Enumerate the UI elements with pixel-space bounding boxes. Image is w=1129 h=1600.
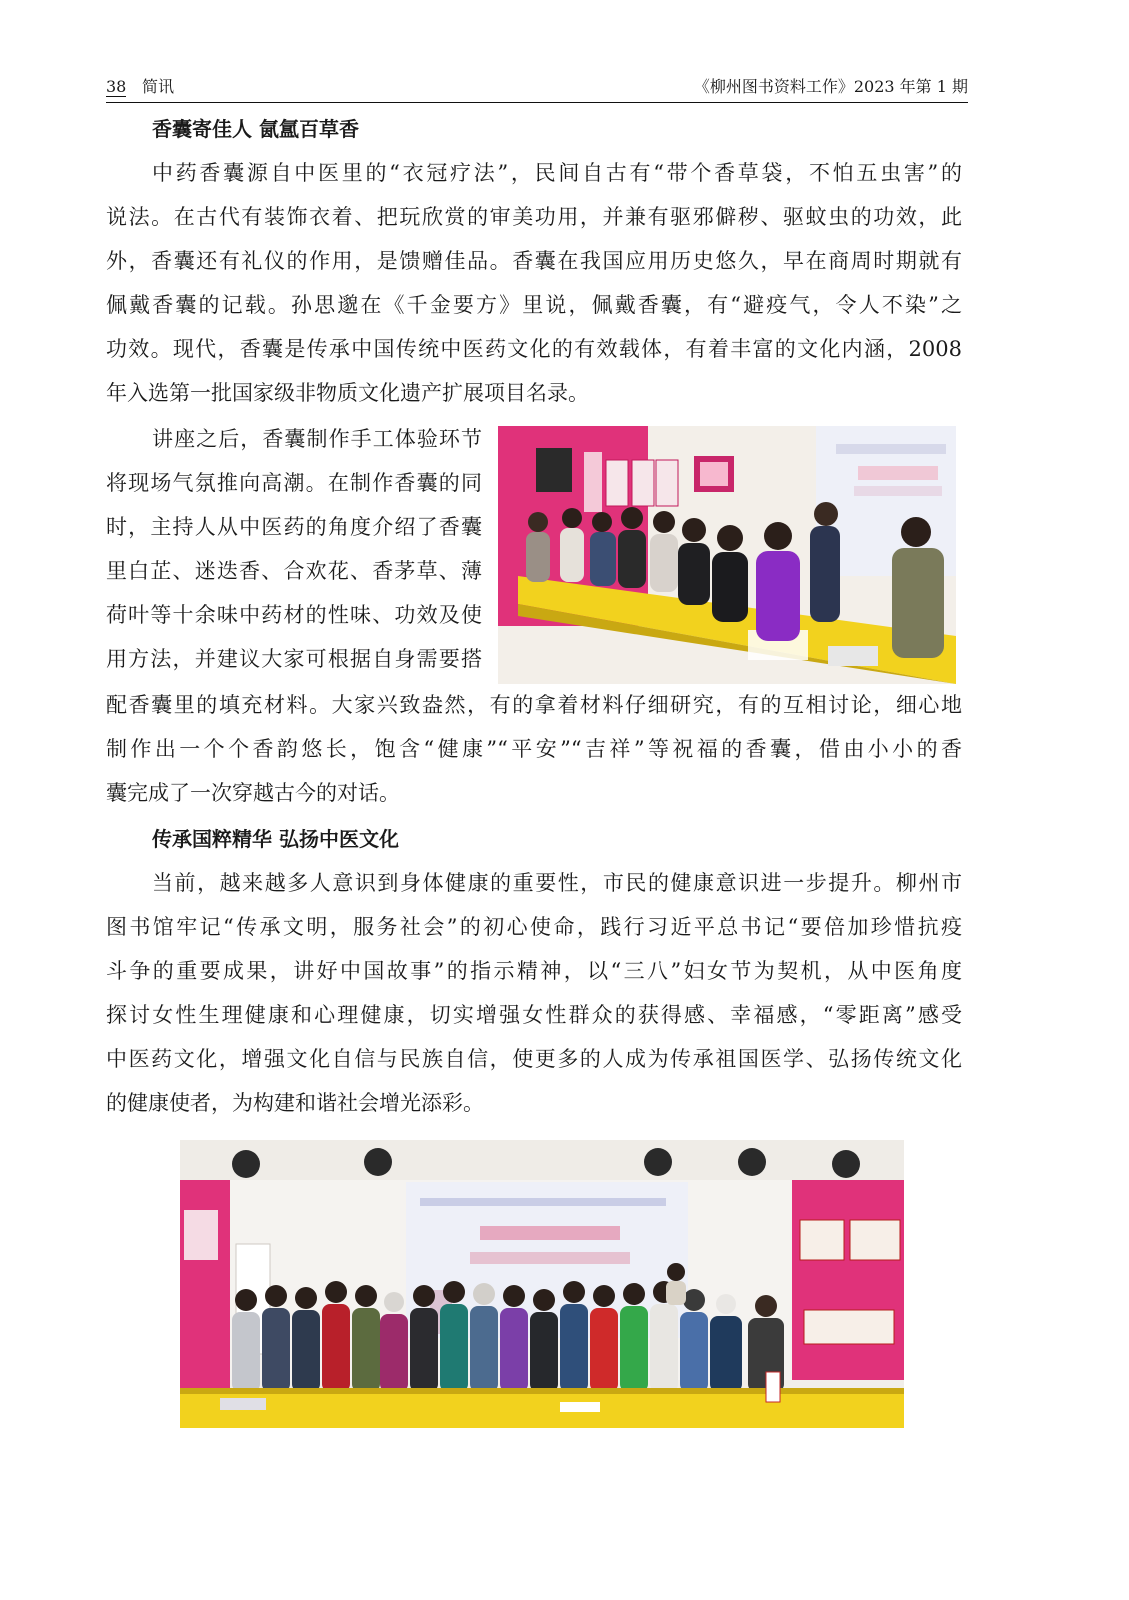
paragraph-line: 囊完成了一次穿越古今的对话。 — [106, 781, 400, 805]
paragraph-line: 的健康使者，为构建和谐社会增光添彩。 — [106, 1091, 484, 1115]
paragraph-line: 将现场气氛推向高潮。在制作香囊的同 — [106, 471, 482, 495]
section-label: 简讯 — [142, 77, 175, 96]
page-header — [106, 76, 968, 104]
section-heading: 传承国粹精华 弘扬中医文化 — [152, 827, 399, 851]
paragraph-line: 荷叶等十余味中药材的性味、功效及使 — [106, 603, 482, 627]
header-rule — [106, 102, 968, 103]
paragraph-line: 佩戴香囊的记载。孙思邈在《千金要方》里说，佩戴香囊，有“避疫气，令人不染”之 — [106, 293, 962, 317]
section-heading: 香囊寄佳人 氤氲百草香 — [152, 117, 359, 141]
paragraph-line: 时，主持人从中医药的角度介绍了香囊 — [106, 515, 482, 539]
page-number: 38 — [106, 77, 127, 96]
paragraph-line: 图书馆牢记“传承文明，服务社会”的初心使命，践行习近平总书记“要倍加珍惜抗疫 — [106, 915, 962, 939]
paragraph-line: 用方法，并建议大家可根据自身需要搭 — [106, 647, 482, 671]
paragraph-line: 里白芷、迷迭香、合欢花、香茅草、薄 — [106, 559, 482, 583]
paragraph-line: 中药香囊源自中医里的“衣冠疗法”，民间自古有“带个香草袋，不怕五虫害”的 — [152, 161, 962, 185]
journal-title: 《柳州图书资料工作》2023 年第 1 期 — [693, 77, 968, 96]
group-photo — [180, 1140, 904, 1428]
paragraph-line: 配香囊里的填充材料。大家兴致盎然，有的拿着材料仔细研究，有的互相讨论，细心地 — [106, 693, 962, 717]
paragraph-line: 讲座之后，香囊制作手工体验环节 — [152, 427, 482, 451]
paragraph-line: 中医药文化，增强文化自信与民族自信，使更多的人成为传承祖国医学、弘扬传统文化 — [106, 1047, 962, 1071]
paragraph-line: 当前，越来越多人意识到身体健康的重要性，市民的健康意识进一步提升。柳州市 — [152, 871, 962, 895]
workshop-photo — [498, 426, 956, 684]
paragraph-line: 探讨女性生理健康和心理健康，切实增强女性群众的获得感、幸福感，“零距离”感受 — [106, 1003, 962, 1027]
paragraph-line: 斗争的重要成果，讲好中国故事”的指示精神，以“三八”妇女节为契机，从中医角度 — [106, 959, 962, 983]
paragraph-line: 制作出一个个香韵悠长，饱含“健康”“平安”“吉祥”等祝福的香囊，借由小小的香 — [106, 737, 962, 761]
paragraph-line: 说法。在古代有装饰衣着、把玩欣赏的审美功用，并兼有驱邪僻秽、驱蚊虫的功效，此 — [106, 205, 962, 229]
paragraph-line: 功效。现代，香囊是传承中国传统中医药文化的有效载体，有着丰富的文化内涵，2008 — [106, 337, 962, 361]
paragraph-line: 年入选第一批国家级非物质文化遗产扩展项目名录。 — [106, 381, 589, 405]
paragraph-line: 外，香囊还有礼仪的作用，是馈赠佳品。香囊在我国应用历史悠久，早在商周时期就有 — [106, 249, 962, 273]
